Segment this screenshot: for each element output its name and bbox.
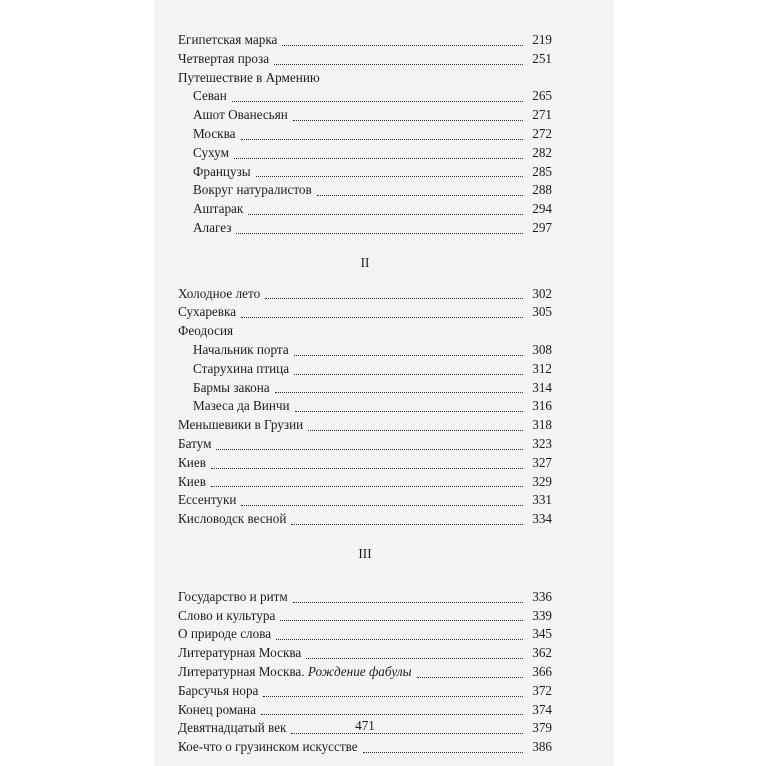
entry-title-text: Киев [178, 454, 206, 470]
entry-title [193, 125, 239, 144]
dot-leader [294, 343, 523, 356]
entry-page-number: 331 [532, 492, 552, 508]
toc-entry [178, 322, 552, 341]
entry-title-text: Кое-что о грузинском искусстве [178, 739, 358, 755]
toc-entry [178, 682, 552, 701]
entry-title-text: Путешествие в Армению [178, 69, 320, 85]
entry-title [193, 144, 232, 163]
entry-page-number: 318 [532, 417, 552, 433]
entry-page-number: 366 [532, 663, 552, 679]
entry-title [193, 341, 292, 360]
toc-entry [178, 588, 552, 607]
entry-title [193, 87, 230, 106]
entry-title [178, 682, 261, 701]
entry-title-text: Вокруг натуралистов [193, 182, 312, 198]
entry-title-text: Литературная Москва. [178, 663, 308, 679]
dot-leader [241, 127, 524, 140]
section-spacer [178, 238, 552, 254]
dot-leader [276, 627, 523, 640]
entry-title [178, 473, 209, 492]
entry-title-text: О природе слова [178, 626, 272, 642]
toc-entry [178, 379, 552, 398]
entry-title-text: Слово и культура [178, 607, 276, 623]
entry-title [178, 644, 304, 663]
entry-page-number: 374 [532, 701, 552, 717]
entry-title [178, 50, 272, 69]
section-heading: III [358, 545, 372, 561]
toc-entry [178, 87, 552, 106]
entry-title [178, 701, 259, 720]
dot-leader [293, 108, 523, 121]
entry-title-text: Алагез [193, 219, 232, 235]
toc-entry [178, 701, 552, 720]
section-spacer [178, 564, 552, 588]
entry-title-text: Начальник порта [193, 341, 289, 357]
toc-entry [178, 219, 552, 238]
entry-title-text: Государство и ритм [178, 588, 288, 604]
toc-entry [178, 435, 552, 454]
entry-title-text: Батум [178, 435, 212, 451]
entry-title-text: Ессентуки [178, 492, 237, 508]
entry-title-text: Египетская марка [178, 32, 278, 47]
entry-page-number: 272 [532, 125, 552, 141]
entry-title-text: Холодное лето [178, 285, 261, 301]
entry-page-number: 265 [532, 88, 552, 104]
entry-page-number: 336 [532, 588, 552, 604]
entry-page-number: 329 [532, 473, 552, 489]
page-number: 471 [355, 718, 375, 733]
entry-title [178, 416, 306, 435]
entry-title [193, 397, 293, 416]
entry-title-text: Меньшевики в Грузии [178, 417, 304, 433]
entry-title [193, 379, 273, 398]
dot-leader [265, 286, 523, 299]
entry-title-text: Феодосия [178, 323, 234, 339]
entry-title [178, 69, 323, 88]
toc-entry [178, 106, 552, 125]
entry-title [178, 588, 291, 607]
dot-leader [211, 456, 523, 469]
dot-leader [308, 418, 523, 431]
dot-leader [263, 684, 523, 697]
entry-page-number: 285 [532, 163, 552, 179]
dot-leader [234, 146, 523, 159]
entry-title-text: Сухум [193, 144, 229, 160]
entry-title [193, 219, 234, 238]
entry-page-number: 339 [532, 607, 552, 623]
toc-entry [178, 663, 552, 682]
entry-title-text: Москва [193, 125, 236, 141]
dot-leader [216, 437, 523, 450]
entry-title-text: Литературная Москва [178, 645, 302, 661]
entry-title-text: Девятнадцатый век [178, 720, 287, 736]
entry-title-text: Ашот Ованесьян [193, 107, 288, 123]
toc-entry [178, 360, 552, 379]
section-spacer [178, 529, 552, 545]
entry-title [178, 322, 236, 341]
entry-title [193, 200, 246, 219]
entry-page-number: 379 [532, 720, 552, 736]
entry-page-number: 312 [532, 360, 552, 376]
toc-entry [178, 416, 552, 435]
dot-leader [363, 740, 523, 753]
entry-title [178, 510, 289, 529]
entry-title-text: Кисловодск весной [178, 511, 287, 527]
entry-title [178, 285, 263, 304]
dot-leader [293, 590, 523, 603]
entry-title [178, 738, 361, 757]
toc-entry [178, 625, 552, 644]
toc-entry [178, 341, 552, 360]
entry-title-text: Бармы закона [193, 379, 270, 395]
entry-title [178, 663, 415, 682]
entry-page-number: 386 [532, 739, 552, 755]
entry-title [193, 360, 292, 379]
entry-page-number: 334 [532, 511, 552, 527]
toc-entry [178, 473, 552, 492]
toc-entry [178, 31, 552, 50]
entry-page-number: 297 [532, 219, 552, 235]
entry-page-number: 372 [532, 682, 552, 698]
dot-leader [241, 305, 523, 318]
entry-page-number: 219 [532, 32, 552, 47]
entry-page-number: 251 [532, 50, 552, 66]
entry-page-number: 305 [532, 304, 552, 320]
toc-entry [178, 510, 552, 529]
dot-leader [294, 362, 523, 375]
toc-entry [178, 144, 552, 163]
entry-title-text: Четвертая проза [178, 50, 270, 66]
dot-leader [211, 474, 523, 487]
dot-leader [280, 608, 523, 621]
dot-leader [275, 380, 523, 393]
dot-leader [261, 702, 523, 715]
dot-leader [232, 89, 523, 102]
toc-entry [178, 285, 552, 304]
entry-title-text: Французы [193, 163, 251, 179]
entry-title-text: Конец романа [178, 701, 256, 717]
toc-entry [178, 163, 552, 182]
dot-leader [295, 399, 523, 412]
toc-entry [178, 69, 552, 88]
entry-page-number: 345 [532, 626, 552, 642]
entry-page-number: 282 [532, 144, 552, 160]
dot-leader [256, 164, 523, 177]
dot-leader [282, 33, 523, 46]
entry-title [178, 454, 209, 473]
section-heading: II [360, 254, 370, 270]
entry-page-number: 362 [532, 645, 552, 661]
entry-title [193, 181, 315, 200]
table-of-contents [178, 31, 552, 757]
dot-leader [291, 512, 523, 525]
entry-title [178, 435, 214, 454]
dot-leader [317, 183, 523, 196]
dot-leader [274, 52, 523, 65]
toc-entry [178, 738, 552, 757]
toc-entry [178, 125, 552, 144]
entry-title [178, 607, 278, 626]
entry-title [178, 303, 239, 322]
entry-title [193, 163, 254, 182]
dot-leader [241, 493, 523, 506]
toc-entry [178, 454, 552, 473]
entry-page-number: 327 [532, 454, 552, 470]
entry-title-text: Киев [178, 473, 206, 489]
dot-leader [248, 202, 523, 215]
toc-entry [178, 50, 552, 69]
entry-page-number: 308 [532, 341, 552, 357]
toc-entry [178, 181, 552, 200]
section-spacer [178, 273, 552, 285]
entry-title-text: Барсучья нора [178, 682, 259, 698]
entry-title [178, 31, 280, 50]
entry-title [178, 491, 239, 510]
entry-title-text: Мазеса да Винчи [193, 398, 290, 414]
entry-page-number: 288 [532, 182, 552, 198]
entry-page-number: 314 [532, 379, 552, 395]
toc-entry [178, 491, 552, 510]
entry-title-text: Старухина птица [193, 360, 290, 376]
toc-entry [178, 644, 552, 663]
entry-title-text: Севан [193, 88, 227, 104]
entry-page-number: 316 [532, 398, 552, 414]
entry-page-number: 271 [532, 107, 552, 123]
entry-title-text: Аштарак [193, 201, 244, 217]
entry-page-number: 323 [532, 435, 552, 451]
entry-title [178, 625, 274, 644]
entry-page-number: 294 [532, 201, 552, 217]
dot-leader [306, 646, 523, 659]
dot-leader [417, 665, 523, 678]
toc-entry [178, 200, 552, 219]
entry-title-italic: Рождение фабулы [307, 663, 412, 679]
toc-entry [178, 397, 552, 416]
entry-title [193, 106, 291, 125]
entry-title-text: Сухаревка [178, 304, 237, 320]
dot-leader [236, 221, 523, 234]
entry-page-number: 302 [532, 285, 552, 301]
toc-entry [178, 303, 552, 322]
toc-entry [178, 607, 552, 626]
